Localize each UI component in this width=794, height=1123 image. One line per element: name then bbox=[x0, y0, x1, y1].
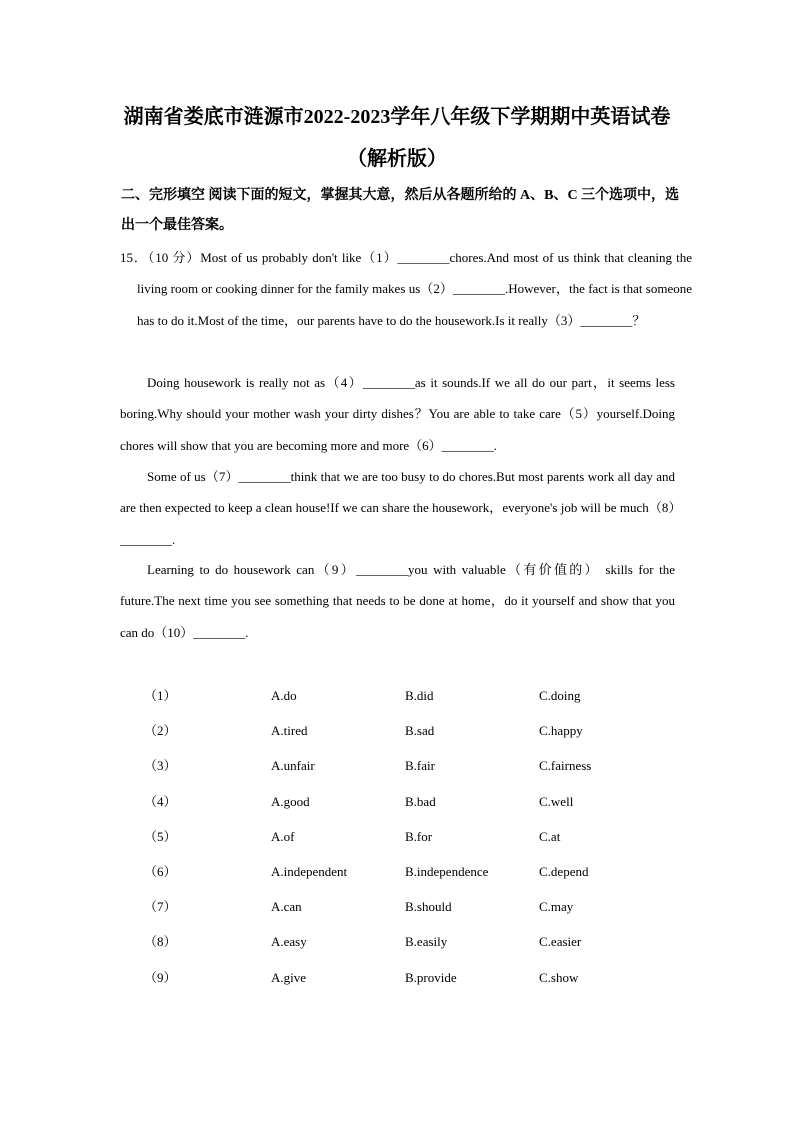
option-number: （5） bbox=[144, 829, 177, 844]
option-b: B.should bbox=[405, 899, 452, 914]
option-number: （7） bbox=[144, 899, 177, 914]
option-number: （3） bbox=[144, 758, 177, 773]
option-number: （2） bbox=[144, 723, 177, 738]
option-c: C.easier bbox=[539, 934, 582, 949]
option-b: B.did bbox=[405, 688, 434, 703]
question-15-paragraph: 15．（10 分）Most of us probably don't like（1）________chores.And most of us think that cleaning the living room or cooking dinner for the family makes us（2）________.However，the fact is that someone has to do it.Most of the time，our parents have to do the housework.Is it really（3）________？ bbox=[120, 250, 692, 328]
option-b: B.for bbox=[405, 829, 433, 844]
option-c: C.well bbox=[539, 794, 574, 809]
option-number: （4） bbox=[144, 794, 177, 809]
option-a: A.can bbox=[271, 899, 302, 914]
option-a: A.good bbox=[271, 794, 310, 809]
passage-paragraph-4: Learning to do housework can（9）________you with valuable（有价值的） skills for the future.The next time you see something that needs to be done at home，do it yourself and show that you can do（10）________. bbox=[120, 562, 675, 640]
option-c: C.at bbox=[539, 829, 561, 844]
option-a: A.independent bbox=[271, 864, 348, 879]
option-row bbox=[0, 790, 794, 814]
option-c: C.fairness bbox=[539, 758, 592, 773]
option-row bbox=[0, 719, 794, 743]
option-c: C.happy bbox=[539, 723, 583, 738]
option-b: B.sad bbox=[405, 723, 435, 738]
passage-paragraph-3: Some of us（7）________think that we are too busy to do chores.But most parents work all day and are then expected to keep a clean house!If we can share the housework，everyone's job will be much（8）________. bbox=[120, 469, 675, 547]
option-number: （1） bbox=[144, 688, 177, 703]
option-number: （6） bbox=[144, 864, 177, 879]
option-a: A.easy bbox=[271, 934, 307, 949]
option-row bbox=[0, 895, 794, 919]
option-b: B.fair bbox=[405, 758, 435, 773]
option-a: A.do bbox=[271, 688, 297, 703]
option-row bbox=[0, 754, 794, 778]
option-a: A.tired bbox=[271, 723, 308, 738]
option-c: C.may bbox=[539, 899, 574, 914]
option-b: B.provide bbox=[405, 970, 457, 985]
option-c: C.doing bbox=[539, 688, 581, 703]
option-row bbox=[0, 966, 794, 990]
option-c: C.show bbox=[539, 970, 579, 985]
option-a: A.give bbox=[271, 970, 307, 985]
passage-paragraph-2: Doing housework is really not as（4）________as it sounds.If we all do our part，it seems less boring.Why should your mother wash your dirty dishes？You are able to take care（5）yourself.Doing chores will show that you are becoming more and more（6）________. bbox=[120, 375, 675, 453]
section-heading: 二、完形填空 阅读下面的短文，掌握其大意，然后从各题所给的 A、B、C 三个选项中，选出一个最佳答案。 bbox=[121, 188, 680, 233]
option-row bbox=[0, 930, 794, 954]
option-c: C.depend bbox=[539, 864, 589, 879]
option-row bbox=[0, 860, 794, 884]
option-b: B.bad bbox=[405, 794, 436, 809]
option-row bbox=[0, 684, 794, 708]
page-title: 湖南省娄底市涟源市2022-2023学年八年级下学期期中英语试卷 bbox=[123, 106, 671, 128]
option-row bbox=[0, 825, 794, 849]
option-number: （9） bbox=[144, 970, 177, 985]
option-number: （8） bbox=[144, 934, 177, 949]
page-subtitle: （解析版） bbox=[347, 148, 447, 170]
option-b: B.easily bbox=[405, 934, 448, 949]
option-b: B.independence bbox=[405, 864, 489, 879]
option-a: A.of bbox=[271, 829, 295, 844]
option-a: A.unfair bbox=[271, 758, 315, 773]
